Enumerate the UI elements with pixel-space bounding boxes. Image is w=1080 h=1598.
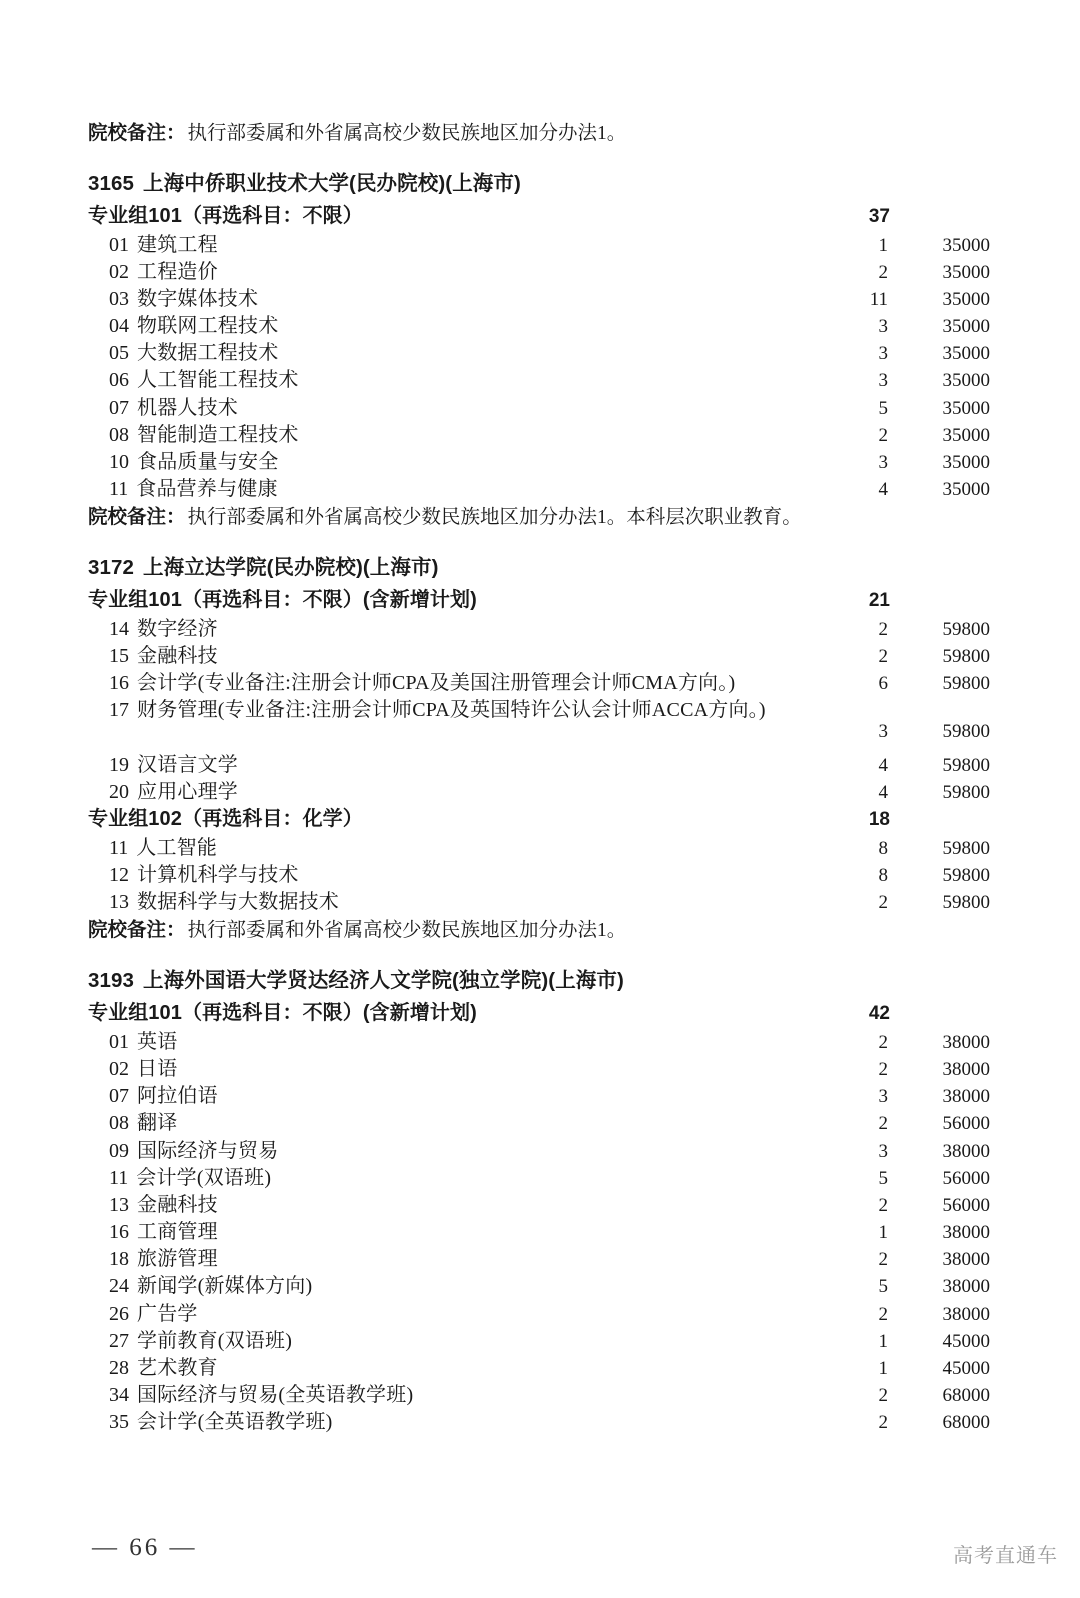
school-name: 上海立达学院(民办院校)(上海市) bbox=[143, 556, 439, 580]
major-index: 16 bbox=[109, 1221, 129, 1244]
major-name: 会计学(全英语教学班) bbox=[137, 1411, 333, 1434]
major-group-heading bbox=[88, 996, 992, 1025]
major-index: 02 bbox=[109, 1057, 129, 1080]
major-row bbox=[88, 693, 992, 720]
major-fee: 35000 bbox=[942, 288, 990, 310]
major-name-cell bbox=[88, 309, 810, 338]
major-row bbox=[88, 1106, 992, 1133]
major-row bbox=[88, 445, 992, 472]
major-name: 工程造价 bbox=[137, 260, 218, 283]
major-fee: 59800 bbox=[942, 782, 990, 803]
major-count: 3 bbox=[878, 1086, 888, 1108]
major-index: 07 bbox=[109, 1085, 129, 1108]
major-fee: 35000 bbox=[942, 397, 990, 419]
major-fee: 45000 bbox=[942, 1358, 990, 1379]
major-fee: 56000 bbox=[942, 1194, 990, 1216]
remark-line bbox=[88, 915, 992, 945]
major-fee: 38000 bbox=[942, 1249, 990, 1271]
major-index: 12 bbox=[109, 863, 129, 886]
major-name: 智能制造工程技术 bbox=[137, 423, 299, 446]
major-index: 09 bbox=[109, 1139, 129, 1162]
major-fee: 68000 bbox=[942, 1412, 990, 1434]
major-row bbox=[88, 363, 992, 390]
major-name-cell bbox=[88, 775, 810, 804]
major-index: 26 bbox=[109, 1302, 129, 1325]
major-row bbox=[88, 1378, 992, 1405]
major-row bbox=[88, 1351, 992, 1378]
major-index: 05 bbox=[109, 342, 129, 365]
school-name: 上海中侨职业技术大学(民办院校)(上海市) bbox=[143, 172, 521, 195]
major-row bbox=[88, 666, 992, 693]
major-count: 4 bbox=[878, 754, 888, 776]
major-count: 5 bbox=[878, 397, 888, 419]
major-row bbox=[88, 255, 992, 282]
major-count: 2 bbox=[878, 1113, 888, 1135]
major-index: 13 bbox=[109, 1193, 129, 1216]
major-name: 机器人技术 bbox=[137, 396, 238, 419]
major-index: 06 bbox=[109, 369, 129, 392]
major-row bbox=[88, 612, 992, 639]
major-count: 5 bbox=[878, 1167, 888, 1189]
major-index: 03 bbox=[109, 287, 129, 310]
major-name: 国际经济与贸易 bbox=[137, 1139, 279, 1162]
major-index: 13 bbox=[109, 891, 129, 914]
major-count: 1 bbox=[878, 234, 888, 256]
major-index: 11 bbox=[109, 836, 129, 859]
major-index: 28 bbox=[109, 1357, 129, 1379]
major-count: 2 bbox=[878, 1194, 888, 1216]
major-name: 财务管理(专业备注:注册会计师CPA及英国特许公认会计师ACCA方向。) bbox=[137, 699, 766, 722]
major-name-cell bbox=[88, 1378, 810, 1407]
major-row bbox=[88, 1188, 992, 1215]
major-row bbox=[88, 1079, 992, 1106]
remark-line bbox=[88, 502, 992, 532]
school-name: 上海外国语大学贤达经济人文学院(独立学院)(上海市) bbox=[143, 969, 624, 993]
major-name: 数字经济 bbox=[137, 617, 218, 640]
major-fee: 59800 bbox=[942, 892, 990, 914]
major-count: 4 bbox=[878, 479, 888, 501]
major-fee: 59800 bbox=[942, 646, 990, 668]
major-name-cell bbox=[88, 418, 810, 447]
school-code: 3172 bbox=[88, 556, 135, 580]
major-row bbox=[88, 309, 992, 336]
major-name-cell bbox=[88, 748, 810, 777]
major-name: 工商管理 bbox=[137, 1221, 218, 1244]
major-count: 3 bbox=[878, 720, 888, 742]
remark-text: 执行部委属和外省属高校少数民族地区加分办法1。 bbox=[187, 920, 627, 942]
major-count: 8 bbox=[878, 837, 888, 859]
major-count: 2 bbox=[878, 646, 888, 668]
major-index: 01 bbox=[109, 233, 129, 256]
major-fee: 35000 bbox=[942, 424, 990, 446]
block-spacer bbox=[88, 945, 992, 966]
major-name: 金融科技 bbox=[137, 645, 218, 668]
major-fee: 35000 bbox=[942, 343, 990, 365]
major-row bbox=[88, 831, 992, 858]
major-name: 日语 bbox=[137, 1057, 178, 1080]
school-code: 3165 bbox=[88, 172, 135, 195]
major-name-cell bbox=[88, 885, 810, 914]
major-row bbox=[88, 1242, 992, 1269]
major-group-heading bbox=[88, 583, 992, 612]
major-index: 24 bbox=[109, 1275, 129, 1298]
major-index: 16 bbox=[109, 672, 129, 695]
major-index: 18 bbox=[109, 1248, 129, 1271]
major-count: 2 bbox=[878, 1249, 888, 1271]
school-heading bbox=[88, 169, 992, 199]
school-heading bbox=[88, 966, 992, 996]
major-name-cell bbox=[88, 1188, 810, 1217]
major-index: 08 bbox=[109, 1112, 129, 1135]
major-count: 2 bbox=[878, 618, 888, 640]
major-count: 11 bbox=[869, 288, 888, 310]
major-fee: 38000 bbox=[942, 1031, 990, 1053]
major-name-cell bbox=[88, 1242, 810, 1271]
major-index: 07 bbox=[109, 396, 129, 419]
major-group-title: 专业组101（再选科目：不限） bbox=[88, 205, 363, 227]
major-fee: 56000 bbox=[942, 1167, 990, 1189]
major-name-cell bbox=[88, 363, 810, 392]
major-fee: 35000 bbox=[942, 370, 990, 392]
major-count: 1 bbox=[878, 1330, 888, 1352]
major-fee: 59800 bbox=[942, 618, 990, 640]
block-spacer bbox=[88, 148, 992, 169]
major-index: 04 bbox=[109, 315, 129, 338]
major-count: 8 bbox=[878, 864, 888, 886]
major-name: 人工智能 bbox=[136, 836, 218, 859]
major-fee: 59800 bbox=[942, 864, 990, 886]
major-count: 2 bbox=[878, 892, 888, 914]
major-fee: 35000 bbox=[942, 479, 990, 501]
major-name-cell bbox=[88, 1351, 810, 1380]
major-name-cell bbox=[88, 1052, 810, 1081]
major-index: 34 bbox=[109, 1384, 129, 1407]
major-count: 2 bbox=[878, 1385, 888, 1407]
major-count: 3 bbox=[878, 370, 888, 392]
major-row bbox=[88, 1025, 992, 1052]
major-name: 食品质量与安全 bbox=[137, 451, 279, 473]
major-row bbox=[88, 336, 992, 363]
major-name-cell bbox=[88, 858, 810, 887]
major-name: 艺术教育 bbox=[137, 1357, 218, 1379]
major-count: 4 bbox=[878, 782, 888, 803]
major-row bbox=[88, 1324, 992, 1351]
major-name-cell bbox=[88, 612, 810, 641]
major-name-cell bbox=[88, 666, 810, 695]
major-name: 数字媒体技术 bbox=[137, 287, 259, 310]
major-group-count: 18 bbox=[868, 809, 890, 831]
major-name-cell bbox=[88, 1324, 810, 1353]
major-name-cell bbox=[88, 693, 992, 722]
major-group-title: 专业组102（再选科目：化学） bbox=[88, 808, 363, 831]
major-row bbox=[88, 1134, 992, 1161]
major-fee: 38000 bbox=[942, 1086, 990, 1108]
watermark: 高考直通车 bbox=[953, 1545, 1058, 1567]
major-group-count: 42 bbox=[868, 1003, 890, 1025]
major-name: 英语 bbox=[137, 1030, 178, 1053]
major-fee: 38000 bbox=[942, 1058, 990, 1080]
remark-label: 院校备注： bbox=[88, 122, 186, 144]
major-index: 35 bbox=[109, 1411, 129, 1434]
remark-text: 执行部委属和外省属高校少数民族地区加分办法1。 bbox=[187, 123, 627, 144]
major-name: 建筑工程 bbox=[137, 233, 218, 256]
school-heading bbox=[88, 553, 992, 583]
major-index: 11 bbox=[109, 478, 129, 501]
major-name-cell bbox=[88, 1215, 810, 1244]
major-fee: 35000 bbox=[942, 234, 990, 256]
major-name-cell bbox=[88, 1025, 810, 1054]
major-name-cell bbox=[88, 336, 810, 365]
major-name: 会计学(专业备注:注册会计师CPA及美国注册管理会计师CMA方向。) bbox=[137, 672, 736, 695]
major-index: 19 bbox=[109, 753, 129, 776]
major-fee: 38000 bbox=[942, 1303, 990, 1325]
major-name-cell bbox=[88, 255, 810, 284]
major-row bbox=[88, 391, 992, 418]
remark-label: 院校备注： bbox=[88, 919, 186, 942]
major-name-cell bbox=[88, 1297, 810, 1326]
major-fee: 35000 bbox=[942, 261, 990, 283]
major-name: 大数据工程技术 bbox=[137, 342, 279, 365]
major-group-heading bbox=[88, 199, 992, 228]
major-count: 1 bbox=[878, 1358, 888, 1379]
major-row bbox=[88, 418, 992, 445]
major-index: 14 bbox=[109, 617, 129, 640]
major-count: 3 bbox=[878, 343, 888, 365]
major-name: 会计学(双语班) bbox=[136, 1166, 272, 1189]
major-name-cell bbox=[88, 1405, 810, 1434]
major-count: 6 bbox=[878, 673, 888, 695]
major-name: 旅游管理 bbox=[137, 1248, 218, 1271]
major-fee: 38000 bbox=[942, 1276, 990, 1298]
remark-label: 院校备注： bbox=[88, 506, 186, 529]
major-index: 01 bbox=[109, 1030, 129, 1053]
major-fee: 59800 bbox=[942, 837, 990, 859]
major-row bbox=[88, 748, 992, 775]
major-row bbox=[88, 1297, 992, 1324]
major-count: 2 bbox=[878, 424, 888, 446]
major-name: 人工智能工程技术 bbox=[137, 369, 299, 392]
major-count: 2 bbox=[878, 261, 888, 283]
major-index: 10 bbox=[109, 451, 129, 473]
major-fee: 35000 bbox=[942, 452, 990, 473]
major-name: 新闻学(新媒体方向) bbox=[137, 1275, 313, 1298]
page-content bbox=[88, 118, 992, 1433]
major-row bbox=[88, 858, 992, 885]
major-name-cell bbox=[88, 639, 810, 668]
major-fee: 59800 bbox=[942, 720, 990, 742]
major-fee: 38000 bbox=[942, 1140, 990, 1162]
school-list bbox=[88, 148, 992, 1433]
major-name: 翻译 bbox=[137, 1112, 178, 1135]
major-row bbox=[88, 1052, 992, 1079]
major-group-count: 21 bbox=[868, 590, 890, 612]
major-name-cell bbox=[88, 1079, 810, 1108]
major-index: 11 bbox=[109, 1166, 129, 1189]
major-row bbox=[88, 1215, 992, 1242]
major-count: 2 bbox=[878, 1031, 888, 1053]
major-row-continuation bbox=[88, 721, 992, 748]
major-name: 计算机科学与技术 bbox=[137, 863, 299, 886]
major-name-cell bbox=[88, 1161, 810, 1190]
major-index: 20 bbox=[109, 781, 129, 803]
major-fee: 68000 bbox=[942, 1385, 990, 1407]
major-group-heading bbox=[88, 802, 992, 831]
major-index: 15 bbox=[109, 645, 129, 668]
major-name: 数据科学与大数据技术 bbox=[137, 891, 339, 914]
remark-text: 执行部委属和外省属高校少数民族地区加分办法1。本科层次职业教育。 bbox=[187, 507, 802, 529]
major-name: 应用心理学 bbox=[137, 781, 238, 803]
major-fee: 35000 bbox=[942, 316, 990, 338]
major-row bbox=[88, 885, 992, 912]
major-group-title: 专业组101（再选科目：不限）(含新增计划) bbox=[88, 1002, 477, 1025]
major-count: 2 bbox=[878, 1058, 888, 1080]
major-name-cell bbox=[88, 1269, 810, 1298]
major-name-cell bbox=[88, 391, 810, 420]
major-index: 17 bbox=[109, 699, 129, 722]
major-name-cell bbox=[88, 831, 810, 860]
major-index: 27 bbox=[109, 1329, 129, 1352]
major-row bbox=[88, 639, 992, 666]
major-count: 2 bbox=[878, 1412, 888, 1434]
major-name: 学前教育(双语班) bbox=[137, 1329, 293, 1352]
major-fee: 59800 bbox=[942, 754, 990, 776]
major-name-cell bbox=[88, 1134, 810, 1163]
major-name-cell bbox=[88, 445, 810, 474]
major-row bbox=[88, 1405, 992, 1432]
major-fee: 45000 bbox=[942, 1330, 990, 1352]
major-name: 国际经济与贸易(全英语教学班) bbox=[137, 1384, 414, 1407]
major-name-cell bbox=[88, 228, 810, 257]
major-group-title: 专业组101（再选科目：不限）(含新增计划) bbox=[88, 589, 477, 612]
major-count: 3 bbox=[878, 452, 888, 473]
major-row bbox=[88, 1269, 992, 1296]
major-row bbox=[88, 1161, 992, 1188]
major-name: 汉语言文学 bbox=[137, 753, 238, 776]
major-fee: 56000 bbox=[942, 1113, 990, 1135]
major-name: 金融科技 bbox=[137, 1193, 218, 1216]
major-name: 广告学 bbox=[137, 1302, 198, 1325]
school-code: 3193 bbox=[88, 969, 135, 993]
major-name: 物联网工程技术 bbox=[137, 315, 279, 338]
major-index: 08 bbox=[109, 423, 129, 446]
block-spacer bbox=[88, 532, 992, 553]
major-row bbox=[88, 775, 992, 802]
major-count: 2 bbox=[878, 1303, 888, 1325]
major-count: 3 bbox=[878, 316, 888, 338]
major-name-cell bbox=[88, 1106, 810, 1135]
major-name-cell bbox=[88, 472, 810, 501]
major-count: 3 bbox=[878, 1140, 888, 1162]
major-name-cell bbox=[88, 282, 810, 311]
major-group-count: 37 bbox=[868, 206, 890, 227]
major-name: 阿拉伯语 bbox=[137, 1085, 218, 1108]
major-name: 食品营养与健康 bbox=[136, 478, 278, 501]
major-index: 02 bbox=[109, 260, 129, 283]
major-fee: 59800 bbox=[942, 673, 990, 695]
remark-line bbox=[88, 118, 992, 148]
major-row bbox=[88, 228, 992, 255]
major-fee: 38000 bbox=[942, 1222, 990, 1244]
major-count: 5 bbox=[878, 1276, 888, 1298]
major-row bbox=[88, 282, 992, 309]
major-row bbox=[88, 472, 992, 499]
page-number: — 66 — bbox=[92, 1534, 198, 1561]
major-count: 1 bbox=[878, 1222, 888, 1244]
